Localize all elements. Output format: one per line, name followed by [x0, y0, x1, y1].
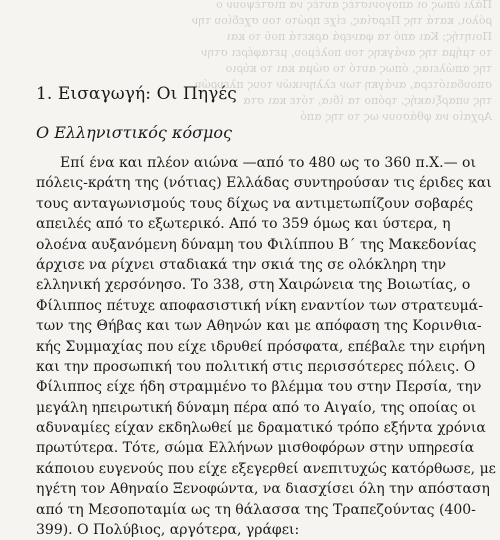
paragraph-line: Φίλιππος πέτυχε αποφασιστική νίκη εναντίον των στρατευμά- — [36, 297, 483, 314]
paragraph-line: Φίλιππος είχε ήδη στραμμένο το βλέμμα του στην Περσία, την — [36, 379, 482, 396]
bleed-line: Πάλι όπως οι απογονιστές αυτές να πιστέψουν ο — [216, 0, 492, 11]
bleed-line: της απώλειας, όπως αυτό το σώμα και το κύριο — [225, 62, 492, 75]
paragraph-line: ηγέτη τον Αθηναίο Ξενοφώντα, να διασχίσει όλη την απόσταση — [36, 481, 490, 498]
paragraph-line: των της Θήβας και των Αθηνών και με απόφαση της Κορινθια- — [36, 318, 482, 335]
section-subheading: Ο Ελληνιστικός κόσμος — [36, 123, 233, 142]
paragraph-line: ολοένα αυξανόμενη δύναμη του Φιλίππου Β΄ της Μακεδονίας — [36, 236, 477, 253]
paragraph-line: κής Συμμαχίας που είχε ιδρυθεί πρόσφατα, επέβαλε την ειρήνη — [36, 338, 485, 355]
bleed-line: σπουδαιότερα, ανάγκη των ελληνικών τους πλευρών — [194, 78, 492, 91]
paragraph-line: απειλές από το εξωτερικό. Από το 359 όμως και ύστερα, η — [36, 216, 451, 233]
body-paragraph — [36, 153, 496, 540]
bleed-line: το τμήμα της ανάγκης του πολέμου, μεταφέρει στην — [200, 46, 492, 59]
paragraph-line: ελληνική χερσόνησο. Το 338, στη Χαιρώνεια της Βοιωτίας, ο — [36, 277, 471, 294]
paragraph-line: αδυναμίες είχαν εκδηλωθεί με δραματικό τρόπο εξήντα χρόνια — [36, 420, 486, 437]
paragraph-line: πόλεις-κράτη της (νότιας) Ελλάδας συντηρούσαν τις έριδες και — [36, 175, 492, 192]
paragraph-line: πρωτύτερα. Τότε, σώμα Ελλήνων μισθοφόρων στην υπηρεσία — [36, 440, 475, 457]
paragraph-line: και την προσωπική του πολιτική στις περισσότερες πόλεις. Ο — [36, 358, 476, 375]
chapter-heading: 1. Εισαγωγή: Οι Πηγές — [36, 84, 237, 104]
paragraph-line: τους ανταγωνισμούς τους δίχως να αντιμετωπίζουν σοβαρές — [36, 195, 474, 212]
paragraph-line: Επί ένα και πλέον αιώνα —από το 480 ως το 360 π.Χ.— οι — [60, 155, 476, 171]
bleed-line: ρόλοι, κατά της Περσίας, είχε πρώτο του σχεδίου την — [191, 14, 492, 27]
paragraph-line: μεγάλη ηπειρωτική δύναμη πέρα από το Αιγαίο, της οποίας οι — [36, 399, 477, 416]
paragraph-line: άρχισε να ρίχνει σταδιακά την σκιά της σε ολόκληρη την — [36, 256, 446, 273]
bleed-line: της υπαρξιακής, τρόπο τα ίδια, τότε και στα — [243, 94, 492, 107]
paragraph-line: κάποιου ευγενούς που είχε εξεγερθεί ανεπιτυχώς κατόρθωσε, με — [36, 460, 496, 477]
paragraph-line: 399). Ο Πολύβιος, αργότερα, γράφει: — [36, 522, 300, 539]
bleed-line: Αρχαίο να φθάσουν ως το της από — [300, 110, 492, 123]
bleed-line: Ποιητής; Και από τα φανερά αρκετά πού το και — [226, 30, 492, 43]
paragraph-line: από τη Μεσοποταμία ως τη θάλασσα της Τραπεζούντας (400- — [36, 501, 476, 518]
